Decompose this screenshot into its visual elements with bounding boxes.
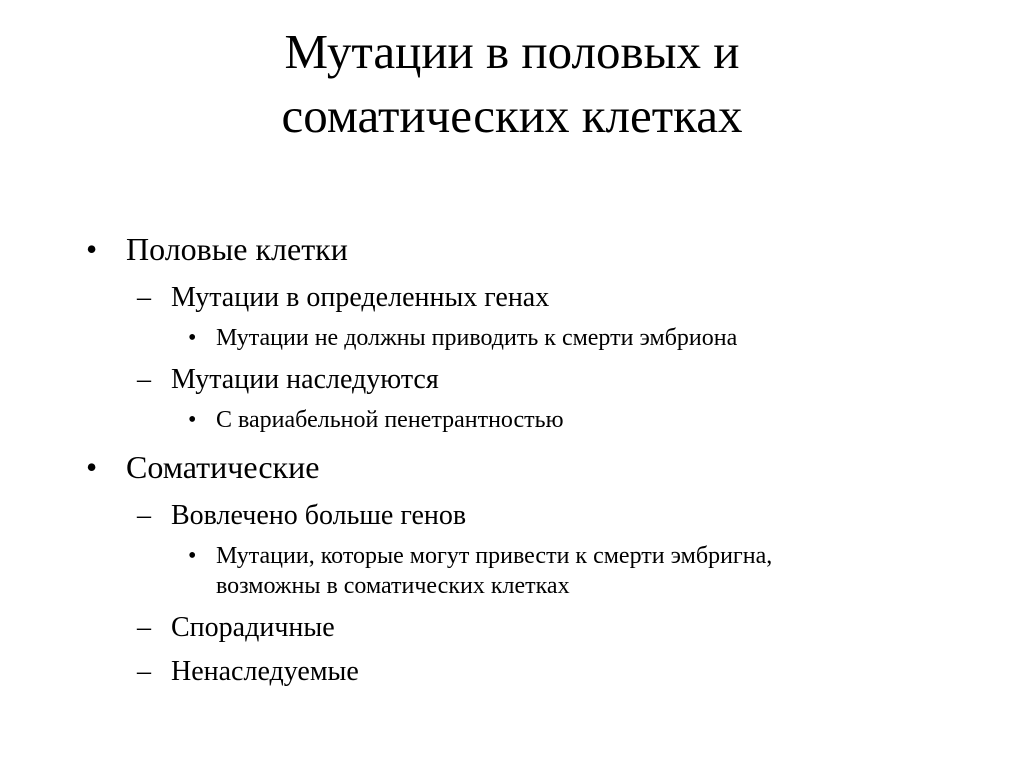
- bullet-marker: •: [188, 543, 197, 569]
- bullet-text: Соматические: [126, 449, 320, 485]
- dash-marker: –: [137, 612, 151, 643]
- dash-marker: –: [137, 656, 151, 687]
- title-line-1: Мутации в половых и: [284, 24, 740, 79]
- subsubitem-text: Мутации не должны приводить к смерти эмбриона: [216, 325, 738, 351]
- subitem-text: Мутации в определенных генах: [171, 282, 550, 313]
- slide-title: [112, 20, 912, 148]
- subitem-text: Мутации наследуются: [171, 364, 439, 395]
- dash-marker: –: [137, 500, 151, 531]
- dash-marker: –: [137, 282, 151, 313]
- bullet-marker: •: [188, 407, 197, 433]
- bullet-marker: •: [86, 231, 98, 267]
- bullet-marker: •: [86, 449, 98, 485]
- subitem-text: Спорадичные: [171, 612, 335, 643]
- dash-marker: –: [137, 364, 151, 395]
- bullet-marker: •: [188, 325, 197, 351]
- subitem-text: Вовлечено больше генов: [171, 500, 467, 531]
- subsubitem-text-line-2: возможны в соматических клетках: [216, 573, 570, 599]
- subsubitem-text: С вариабельной пенетрантностью: [216, 407, 564, 433]
- subsubitem-text: [216, 541, 772, 601]
- subitem-text: Ненаследуемые: [171, 656, 359, 687]
- title-line-2: соматических клетках: [281, 88, 743, 143]
- bullet-text: Половые клетки: [126, 231, 348, 267]
- subsubitem-text-line-1: Мутации, которые могут привести к смерти эмбригна,: [216, 543, 773, 569]
